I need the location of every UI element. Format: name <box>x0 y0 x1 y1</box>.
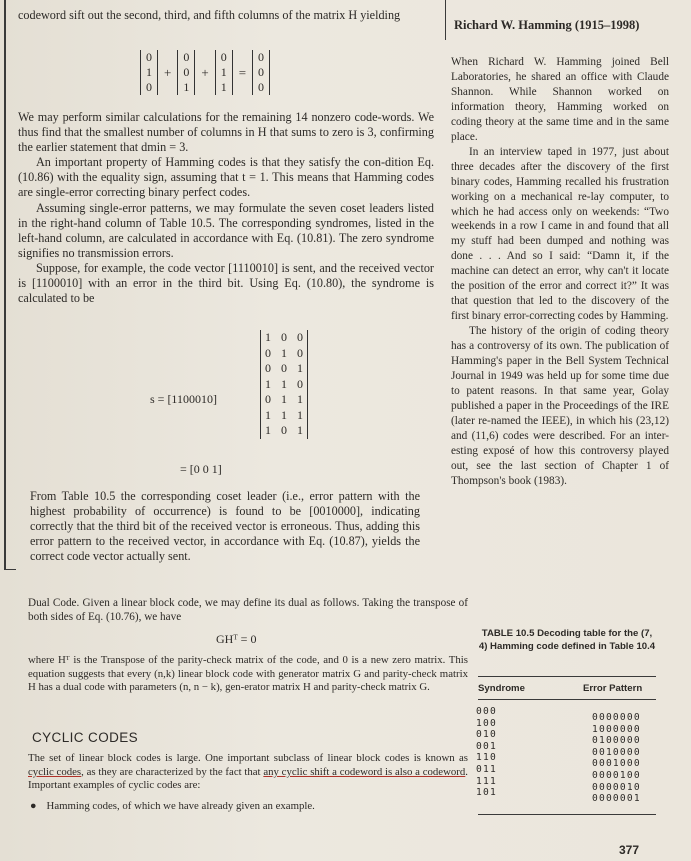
error-pattern-column: 0000000 1000000 0100000 0010000 0001000 0000100 0000010 0000001 <box>592 712 641 805</box>
main-paragraphs-2 <box>18 110 434 306</box>
syndrome-column: 000 100 010 001 110 011 111 101 <box>476 706 497 799</box>
bullet-dot-icon: ● <box>30 800 37 812</box>
bracket-foot <box>4 569 16 570</box>
table-header-error-pattern: Error Pattern <box>583 683 643 694</box>
table-bottom-rule <box>478 814 656 815</box>
main-paragraph-1: codeword sift out the second, third, and fifth columns of the matrix H yielding <box>18 8 401 22</box>
sidebar-paragraph-3: The history of the origin of coding theory has a controversy of its own. The publication of Hamming's paper in the Bell System Technical Journal in 1949 was held up for some time due to patent reasons. In that same year, Golay published a paper in the Proceedings of the IRE (later re-named the IEEE), in which his (23,12) and (11,6) codes were described. For an inter-esting exposé of how this controversy played out, see the last section of Chapter 1 of Thompson's book (1983). <box>451 325 669 487</box>
underlined-phrase: any cyclic shift a codeword is also a codeword <box>263 765 466 778</box>
paragraph-example: Suppose, for example, the code vector [1110010] is sent, and the received vector is [1100010] with an error in the third bit. Using Eq. (10.80), the syndrome is calculated to be <box>18 260 434 306</box>
table-top-rule <box>478 676 656 677</box>
plus-sign: + <box>164 64 172 80</box>
column-vector-result: 0 0 0 <box>252 50 270 95</box>
sidebar-biography <box>451 55 669 489</box>
sidebar-paragraph-1: When Richard W. Hamming joined Bell Laboratories, he shared an office with Claude Shannon. While Shannon worked on information theory, Hamming worked on coding theory at the same time and in the same place. <box>451 56 669 143</box>
syndrome-result: = [0 0 1] <box>180 462 222 476</box>
paragraph-perfect-codes: An important property of Hamming codes is that they satisfy the con-dition Eq. (10.86) with the equality sign, assuming that t = 1. This means that Hamming codes are single-error correcting binary perfect codes. <box>18 155 434 200</box>
table-header-syndrome: Syndrome <box>478 683 525 694</box>
equals-sign: = <box>238 64 247 80</box>
column-vector-3: 0 1 1 <box>215 50 233 95</box>
dual-code-paragraph: Dual Code. Given a linear block code, we may define its dual as follows. Taking the transpose of both sides of Eq. (10.76), we have <box>28 597 468 623</box>
cyclic-codes-paragraph: The set of linear block codes is large. One important subclass of linear block codes is known as cyclic codes, as they are characterized by the fact that any cyclic shift a codeword is also a codeword. Important examples of cyclic codes are: <box>28 752 468 792</box>
table-caption: TABLE 10.5 Decoding table for the (7, 4) Hamming code defined in Table 10.4 <box>478 628 656 652</box>
syndrome-lhs: s = [1100010] <box>150 392 217 406</box>
dual-code-explanation: where Hᵀ is the Transpose of the parity-check matrix of the code, and 0 is a new zero matrix. This equation suggests that every (n,k) linear block code with generator matrix G and parity-check matrix H has a dual code with parameters (n, n − k), gen-erator matrix H and parity-check matrix G. <box>28 654 468 694</box>
parity-check-transpose-matrix: 1 0 0 0 1 0 0 0 1 1 1 0 0 1 1 1 1 1 1 0 1 <box>260 330 308 439</box>
page-number: 377 <box>619 843 640 857</box>
left-margin-rule <box>4 0 6 570</box>
bullet-item: ● Hamming codes, of which we have already given an example. <box>30 800 315 812</box>
underlined-term: cyclic codes <box>28 765 82 778</box>
column-sum-equation <box>140 50 270 95</box>
paragraph-dmin: We may perform similar calculations for the remaining 14 nonzero code-words. We thus find that the smallest number of columns in H that sums to zero is 3, confirming the earlier statement that dmin = 3. <box>18 110 434 155</box>
table-header-rule <box>478 699 656 700</box>
main-paragraph-coset: From Table 10.5 the corresponding coset leader (i.e., error pattern with the highest probability of occurrence) is found to be [0010000], indicating correctly that the third bit of the received vector is erroneous. Thus, adding this error pattern to the received vector, in accordance with Eq. (10.87), yields the correct code vector actually sent. <box>30 489 420 564</box>
dual-equation: GHᵀ = 0 <box>216 632 257 646</box>
sidebar-divider <box>445 0 446 40</box>
column-vector-2: 0 0 1 <box>177 50 195 95</box>
sidebar-paragraph-2: In an interview taped in 1977, just about three decades after the discovery of the first binary codes, Hamming recalled his frustration working on a mechanical re-lay computer, to which he had access only on weekends: “Two weekends in a row I came in and found that all my stuff had been dumped and nothing was done . . . And so I said: “Damn it, if the machine can detect an error, why can't it locate the position of the error and correct it?” It was that question that led to the discovery of the first binary error-correcting codes by Hamming. <box>451 145 669 323</box>
column-vector-1: 0 1 0 <box>140 50 158 95</box>
section-heading-cyclic-codes: CYCLIC CODES <box>32 730 139 745</box>
paragraph-coset-leaders: Assuming single-error patterns, we may formulate the seven coset leaders listed in the right-hand column of Table 10.5. The corresponding syndromes, listed in the left-hand column, are calculated in accordance with Eq. (10.81). The zero syndrome signifies no transmission errors. <box>18 200 434 260</box>
sidebar-title: Richard W. Hamming (1915–1998) <box>454 18 640 32</box>
plus-sign: + <box>201 64 209 80</box>
